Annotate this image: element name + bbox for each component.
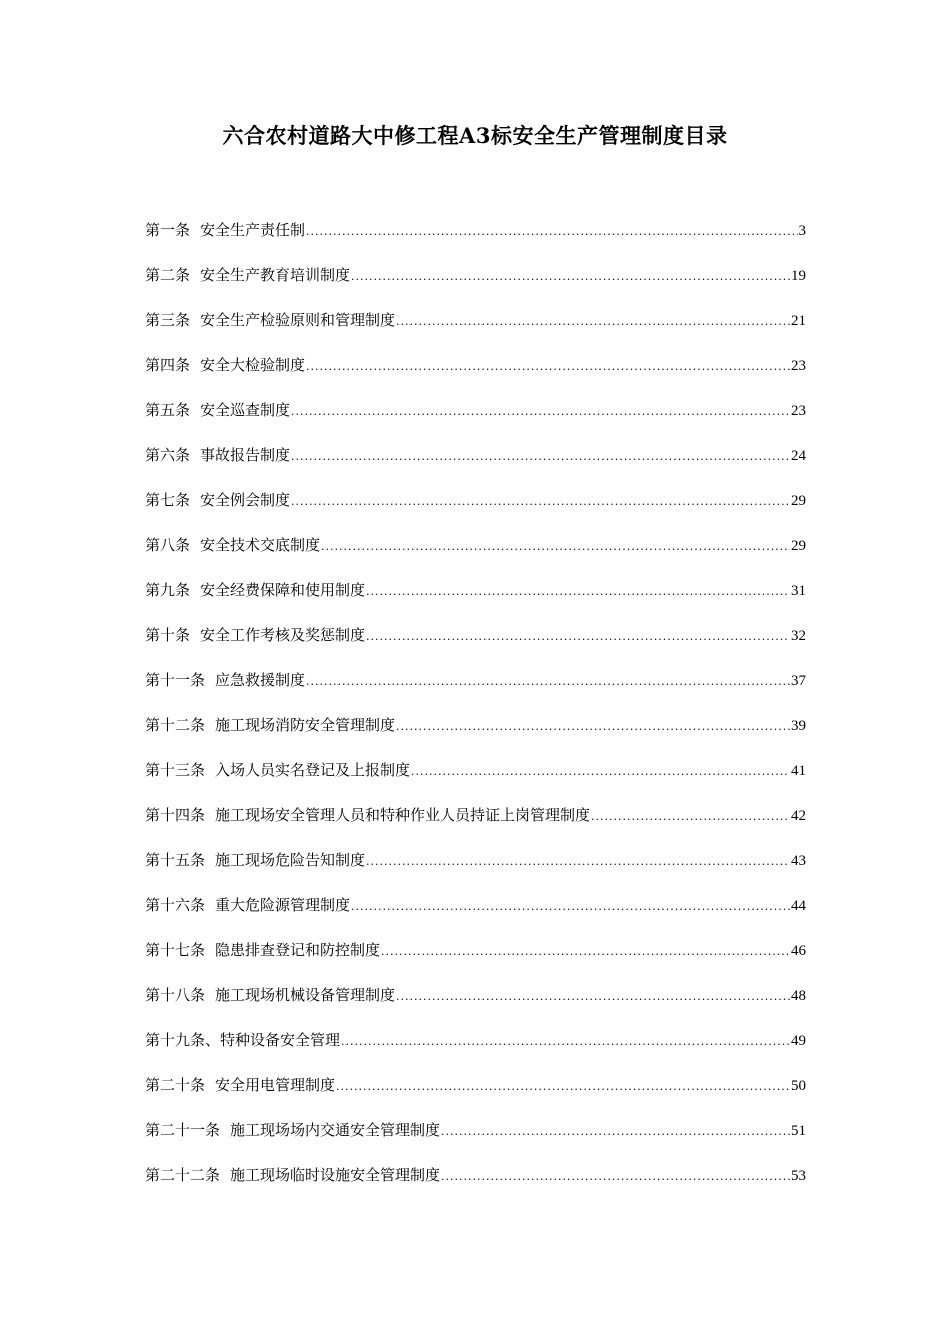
toc-entry[interactable] [145,574,806,619]
toc-page-number: 23 [791,403,806,419]
toc-page-number: 42 [791,808,806,824]
toc-entry-title: 隐患排查登记和防控制度 [215,941,381,959]
toc-entry[interactable] [145,1114,806,1159]
toc-entry[interactable] [145,844,806,889]
toc-dot-leader [306,351,790,383]
toc-dot-leader [366,576,790,608]
toc-dot-leader [306,216,797,248]
toc-entry[interactable] [145,394,806,439]
toc-dot-leader [396,981,790,1013]
toc-dot-leader [366,621,790,653]
toc-dot-leader [441,1116,790,1148]
toc-page-number: 24 [791,448,806,464]
toc-article-number: 第三条 [145,311,191,329]
toc-article-number: 第十一条 [145,671,206,689]
toc-dot-leader [306,666,790,698]
toc-article-number: 第五条 [145,401,191,419]
toc-article-number: 第七条 [145,491,191,509]
toc-entry[interactable] [145,349,806,394]
toc-entry-title: 施工现场机械设备管理制度 [215,986,396,1004]
toc-page-number: 43 [791,853,806,869]
toc-entry-title: 重大危险源管理制度 [215,896,351,914]
toc-page-number: 31 [791,583,806,599]
toc-page-number: 44 [791,898,806,914]
toc-entry-title: 施工现场临时设施安全管理制度 [230,1166,441,1184]
toc-article-number: 第十六条 [145,896,206,914]
toc-article-number: 第十九条、 [145,1031,221,1049]
toc-article-number: 第八条 [145,536,191,554]
toc-article-number: 第四条 [145,356,191,374]
toc-entry[interactable] [145,304,806,349]
toc-entry[interactable] [145,1024,806,1069]
toc-entry-title: 事故报告制度 [200,446,291,464]
table-of-contents [145,214,806,1204]
toc-dot-leader [441,1161,790,1193]
toc-entry-title: 施工现场危险告知制度 [215,851,366,869]
toc-dot-leader [381,936,790,968]
toc-dot-leader [351,891,790,923]
toc-article-number: 第十三条 [145,761,206,779]
toc-entry-title: 入场人员实名登记及上报制度 [215,761,411,779]
toc-article-number: 第十五条 [145,851,206,869]
toc-page-number: 50 [791,1078,806,1094]
toc-page-number: 46 [791,943,806,959]
toc-entry-title: 安全经费保障和使用制度 [200,581,366,599]
toc-dot-leader [291,396,790,428]
toc-dot-leader [411,756,790,788]
toc-entry-title: 安全技术交底制度 [200,536,321,554]
toc-page-number: 49 [791,1033,806,1049]
toc-entry-title: 安全例会制度 [200,491,291,509]
toc-page-number: 29 [791,538,806,554]
toc-page-number: 53 [791,1168,806,1184]
toc-article-number: 第六条 [145,446,191,464]
toc-article-number: 第十条 [145,626,191,644]
toc-entry[interactable] [145,664,806,709]
toc-entry-title: 安全生产教育培训制度 [200,266,351,284]
toc-dot-leader [291,441,790,473]
toc-entry[interactable] [145,1069,806,1114]
toc-entry[interactable] [145,529,806,574]
toc-page-number: 32 [791,628,806,644]
toc-entry-title: 安全生产检验原则和管理制度 [200,311,396,329]
toc-article-number: 第十八条 [145,986,206,1004]
toc-page-number: 19 [791,268,806,284]
toc-entry[interactable] [145,484,806,529]
toc-entry[interactable] [145,709,806,754]
toc-article-number: 第二条 [145,266,191,284]
toc-dot-leader [396,306,790,338]
toc-page-number: 29 [791,493,806,509]
document-title: 六合农村道路大中修工程A3标安全生产管理制度目录 [222,123,728,148]
toc-article-number: 第二十二条 [145,1166,221,1184]
toc-dot-leader [351,261,790,293]
toc-entry-title: 安全用电管理制度 [215,1076,336,1094]
toc-entry-title: 施工现场安全管理人员和特种作业人员持证上岗管理制度 [215,806,591,824]
toc-entry[interactable] [145,934,806,979]
toc-entry[interactable] [145,619,806,664]
toc-article-number: 第十二条 [145,716,206,734]
toc-article-number: 第二十条 [145,1076,206,1094]
toc-entry[interactable] [145,754,806,799]
toc-article-number: 第二十一条 [145,1121,221,1139]
toc-entry-title: 安全巡查制度 [200,401,291,419]
toc-page-number: 3 [798,223,806,239]
toc-dot-leader [336,1071,790,1103]
toc-page-number: 39 [791,718,806,734]
toc-article-number: 第十七条 [145,941,206,959]
toc-article-number: 第九条 [145,581,191,599]
toc-entry[interactable] [145,889,806,934]
toc-dot-leader [591,801,790,833]
toc-entry[interactable] [145,799,806,844]
toc-entry-title: 施工现场场内交通安全管理制度 [230,1121,441,1139]
toc-entry[interactable] [145,214,806,259]
toc-entry-title: 施工现场消防安全管理制度 [215,716,396,734]
toc-article-number: 第一条 [145,221,191,239]
toc-dot-leader [321,531,790,563]
toc-entry-title: 应急救援制度 [215,671,306,689]
toc-page-number: 48 [791,988,806,1004]
toc-page-number: 41 [791,763,806,779]
toc-entry[interactable] [145,1159,806,1204]
toc-entry[interactable] [145,439,806,484]
toc-entry-title: 安全生产责任制 [200,221,306,239]
toc-article-number: 第十四条 [145,806,206,824]
toc-page-number: 23 [791,358,806,374]
toc-entry-title: 特种设备安全管理 [220,1031,341,1049]
toc-entry-title: 安全工作考核及奖惩制度 [200,626,366,644]
toc-entry[interactable] [145,979,806,1024]
toc-dot-leader [291,486,790,518]
toc-page-number: 51 [791,1123,806,1139]
toc-dot-leader [341,1026,790,1058]
toc-dot-leader [366,846,790,878]
toc-page-number: 37 [791,673,806,689]
toc-dot-leader [396,711,790,743]
toc-entry[interactable] [145,259,806,304]
toc-page-number: 21 [791,313,806,329]
toc-entry-title: 安全大检验制度 [200,356,306,374]
